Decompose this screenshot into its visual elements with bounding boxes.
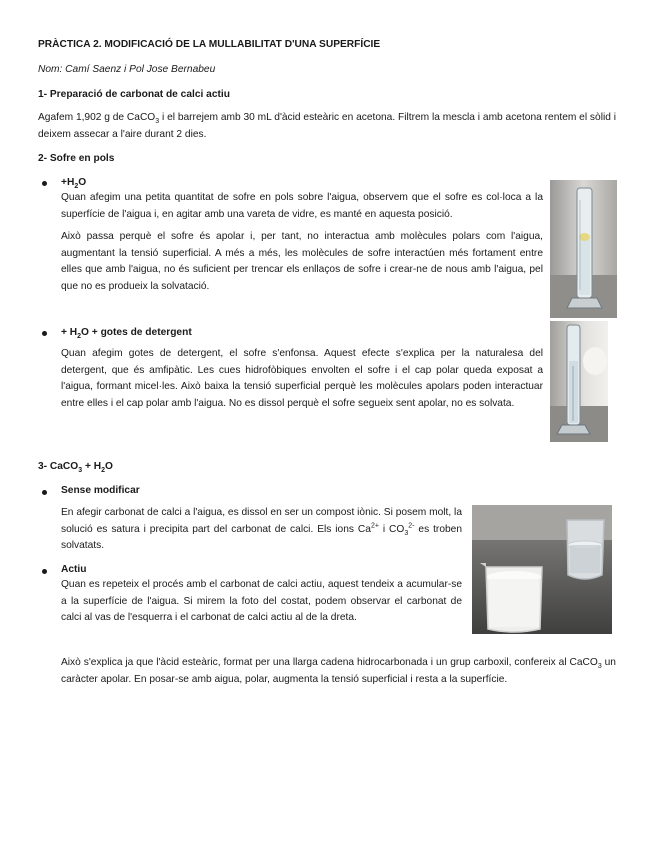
section2-heading: 2- Sofre en pols (38, 153, 115, 164)
section3-item1-label: Sense modificar (61, 485, 140, 496)
section2-item1-para1: Quan afegim una petita quantitat de sofre en pols sobre l'aigua, observem que el sofre es col·loca a la superfície de l'aigua i, en agitar amb una vareta de vidre, es manté en aquesta posició. (61, 192, 543, 220)
section2-item1-para2: Això passa perquè el sofre és apolar i, per tant, no interactua amb molècules polars com l'aigua, augmentant la tensió superficial. A més a més, les molècules de sofre interactúen més fortament entre elles que amb l'aigua, no és suficient per trencar els enllaços de sofre i crear-ne de nous amb l'aigua, pel que no es produeix la solvatació. (61, 231, 543, 292)
authors: Nom: Camí Saenz i Pol Jose Bernabeu (38, 64, 216, 75)
section3-item2-para: Quan es repeteix el procés amb el carbonat de calci actiu, aquest tendeix a acumular-se a la superfície de l'aigua. Si mirem la foto del costat, podem observar el carbonat de calci al vas de l'esquerra i el carbonat de calci actiu al de la dreta. (61, 579, 462, 623)
section2-item2-para: Quan afegim gotes de detergent, el sofre s'enfonsa. Aquest efecte s'explica per la naturalesa del detergent, que és amfipàtic. Les cues hidrofòbiques envolten el sofre i el cap polar queda exposat a l'aigua, formant micel·les. Això baixa la tensió superficial perquè les molècules apolars poden interactuar entre elles i el cap polar amb l'aigua. No es dissol perquè el sofre segueix sent apolar, no es solvata. (61, 348, 543, 409)
section3-conclusion: Això s'explica ja que l'àcid esteàric, format per una llarga cadena hidrocarbonada i un grup carboxil, confereix al CaCO$_3$ un caràcter apolar. En posar-se amb aigua, polar, augmenta la tensió superficial i resta a la superfície. (61, 657, 616, 685)
photo-sulfur-on-water (550, 180, 617, 318)
section2-item1-label: $+H_2O$ (61, 177, 87, 191)
section2-item2-label: + $H_2O$ + gotes de detergent (61, 327, 192, 341)
section3-heading: 3- CaCO$_3$ + $H_2O$ (38, 461, 113, 475)
photo-sulfur-detergent (550, 321, 608, 442)
section3-item2-label: Actiu (61, 564, 87, 575)
photo-two-beakers (472, 505, 612, 634)
bullet (42, 569, 47, 574)
bullet (42, 331, 47, 336)
section3-item1-para: En afegir carbonat de calci a l'aigua, es dissol en ser un compost iònic. Si posem molt, la solució es satura i precipita part del carbonat de calci. Els ions $Ca^{2+}$ i $CO_3^{2-}$ es troben solvatats. (61, 507, 462, 551)
bullet (42, 181, 47, 186)
document-title: PRÀCTICA 2. MODIFICACIÓ DE LA MULLABILITAT D'UNA SUPERFÍCIE (38, 39, 381, 50)
bullet (42, 490, 47, 495)
section1-heading: 1- Preparació de carbonat de calci actiu (38, 89, 230, 100)
section1-text: Agafem 1,902 g de CaCO$_3$ i el barrejem amb 30 mL d'àcid esteàric en acetona. Filtrem la mescla i amb acetona rentem el sòlid i deixem assecar a l'aire durant 2 dies. (38, 112, 616, 140)
